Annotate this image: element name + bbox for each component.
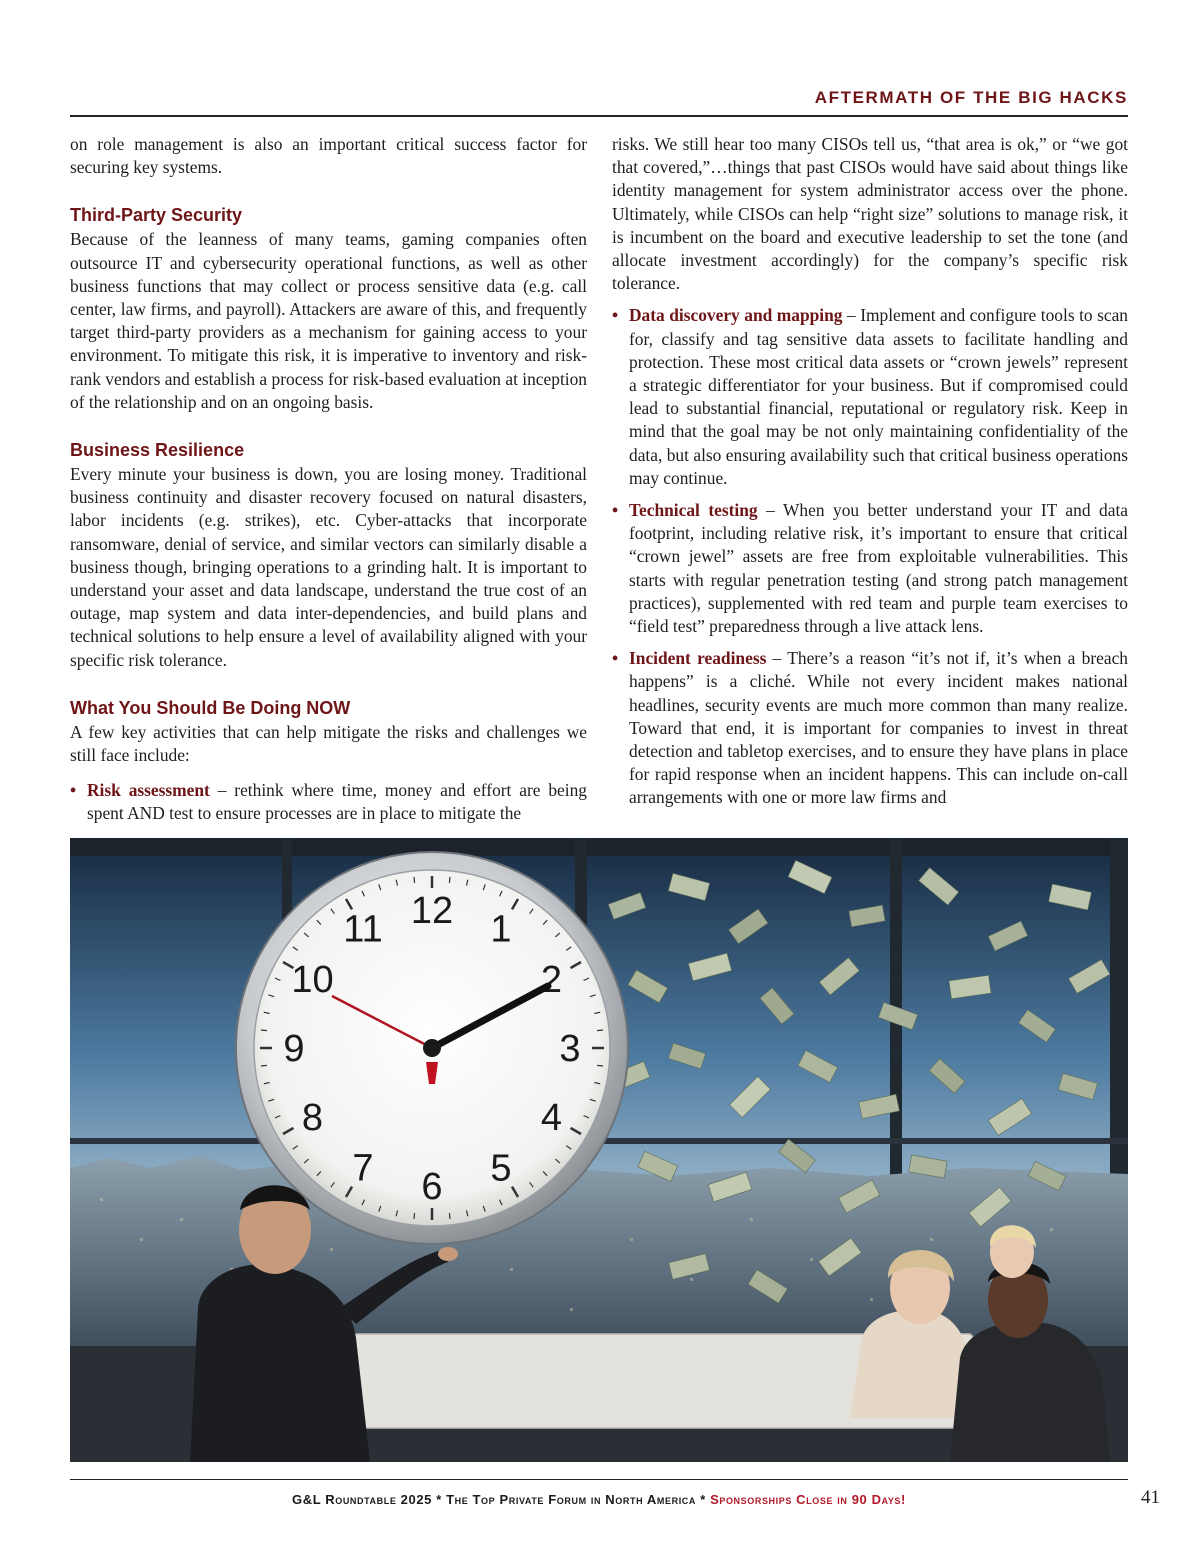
section-body-what-to-do: A few key activities that can help mitigate the risks and challenges we still face include: xyxy=(70,721,587,766)
wall-clock xyxy=(236,852,628,1244)
footer-rule xyxy=(70,1479,1128,1480)
clock-tick xyxy=(414,1213,415,1219)
bullet-data-discovery xyxy=(612,304,1128,490)
bullet-text: – Implement and configure tools to scan for, classify and tag sensitive data assets to facilitate handling and protection. These most critical data assets or “crown jewels” represent a strategic differentiator for your business. But if compromised could lead to substantial financial, reputational or regulatory risk. Keep in mind that the goal may be not only maintaining confidentiality of the data, but also ensuring availability such that critical business operations may continue. xyxy=(629,305,1129,488)
continuation-paragraph: risks. We still hear too many CISOs tell us, “that area is ok,” or “we got that covered,”…things that past CISOs would have said about things like identity management for system administrator access over the phone. Ultimately, while CISOs can help “right size” solutions to manage risk, it is incumbent on the board and executive leadership to set the tone (and allocate investment accordingly) for the company’s specific risk tolerance. xyxy=(612,134,1128,294)
clock-numeral: 8 xyxy=(301,1097,324,1139)
section-body-third-party: Because of the leanness of many teams, gaming companies often outsource IT and cybersecurity operational functions, as well as other business functions that may collect or process sensitive data (e.g. call center, law firms, and payroll). Attackers are aware of this, and frequently target third-party providers as a mechanism for gaining access to your environment. To mitigate this risk, it is imperative to inventory and risk-rank vendors and establish a process for risk-based evaluation at inception of the relationship and on an ongoing basis. xyxy=(70,229,587,412)
bullet-term: Risk assessment xyxy=(87,780,210,801)
bullet-text: – There’s a reason “it’s not if, it’s when a breach happens” is a cliché. While not every incident makes national headlines, security events are much more common than many realize. Toward that end, it is important for companies to invest in threat detection and tabletop exercises, and to ensure they have plans in place for rapid response when an incident happens. This can include on-call arrangements with one or more law firms and xyxy=(629,648,1128,808)
clock-tick xyxy=(449,877,450,883)
section-heading-third-party: Third-Party Security xyxy=(70,205,243,226)
page-number: 41 xyxy=(1141,1487,1160,1508)
clock-numeral: 10 xyxy=(291,959,334,1001)
clock-tick xyxy=(449,1213,450,1219)
clock-tick xyxy=(261,1065,267,1066)
clock-tick xyxy=(597,1065,603,1066)
clock-numeral: 1 xyxy=(490,908,512,951)
bullet-dot-icon: • xyxy=(612,648,619,669)
clock-numeral: 6 xyxy=(421,1166,443,1208)
bullet-dot-icon: • xyxy=(612,500,619,521)
clock-tick xyxy=(597,1030,603,1031)
right-column xyxy=(612,133,1128,819)
bullet-text: – rethink where time, money and effort are being spent AND test to ensure processes are in place to mitigate the xyxy=(87,780,587,824)
clock-numeral: 12 xyxy=(410,890,454,932)
footer-highlight[interactable]: Sponsorships Close in 90 Days! xyxy=(710,1492,906,1507)
clock-numeral: 9 xyxy=(283,1028,305,1070)
bullet-dot-icon: • xyxy=(70,780,77,801)
clock-numeral: 11 xyxy=(343,908,383,951)
clock-numeral: 2 xyxy=(540,959,563,1001)
section-heading-business-resilience: Business Resilience xyxy=(70,440,245,461)
bullet-technical-testing xyxy=(612,499,1128,638)
header-rule xyxy=(70,115,1128,117)
footer-text: G&L Roundtable 2025 * The Top Private Forum in North America * xyxy=(292,1492,711,1507)
illustration xyxy=(70,838,1128,1462)
bullet-term: Data discovery and mapping xyxy=(629,305,843,326)
section-heading-what-to-do: What You Should Be Doing NOW xyxy=(70,697,351,718)
clock-numeral: 4 xyxy=(540,1097,563,1139)
bullet-list-right xyxy=(612,304,1128,809)
clock-numeral: 5 xyxy=(490,1147,512,1190)
bullet-text: – When you better understand your IT and data footprint, including relative risk, it’s important to ensure that critical “crown jewel” assets are free from exploitable vulnerabilities. This starts with regular penetration testing (and strong patch management practices), supplemented with red team and purple team exercises to “field test” preparedness through a live attack lens. xyxy=(629,500,1128,637)
bullet-risk-assessment xyxy=(70,779,587,825)
left-column xyxy=(70,133,587,835)
bullet-term: Technical testing xyxy=(629,500,758,521)
clock-center xyxy=(423,1039,441,1057)
bullet-incident-readiness xyxy=(612,647,1128,809)
illustration-svg xyxy=(70,838,1128,1462)
clock-tick xyxy=(261,1030,267,1031)
running-head: AFTERMATH OF THE BIG HACKS xyxy=(814,88,1128,107)
clock-numeral: 7 xyxy=(352,1147,374,1190)
intro-paragraph: on role management is also an important critical success factor for securing key systems. xyxy=(70,134,587,178)
bullet-list-left xyxy=(70,779,587,825)
window-frame-top xyxy=(70,838,1128,856)
section-body-business-resilience: Every minute your business is down, you are losing money. Traditional business continuity and disaster recovery focused on natural disasters, labor incidents (e.g. strikes), etc. Cyber-attacks that incorporate ransomware, denial of service, and similar vectors can similarly disable a business though, bringing operations to a grinding halt. It is important to understand your asset and data landscape, understand the true cost of an outage, map system and data inter-dependencies, and build plans and technical solutions to help ensure a level of availability aligned with your specific risk tolerance. xyxy=(70,464,587,670)
bullet-term: Incident readiness xyxy=(629,648,767,669)
clock-tick xyxy=(414,877,415,883)
clock-numeral: 3 xyxy=(559,1028,581,1070)
footer xyxy=(70,1492,1128,1507)
bullet-dot-icon: • xyxy=(612,305,619,326)
